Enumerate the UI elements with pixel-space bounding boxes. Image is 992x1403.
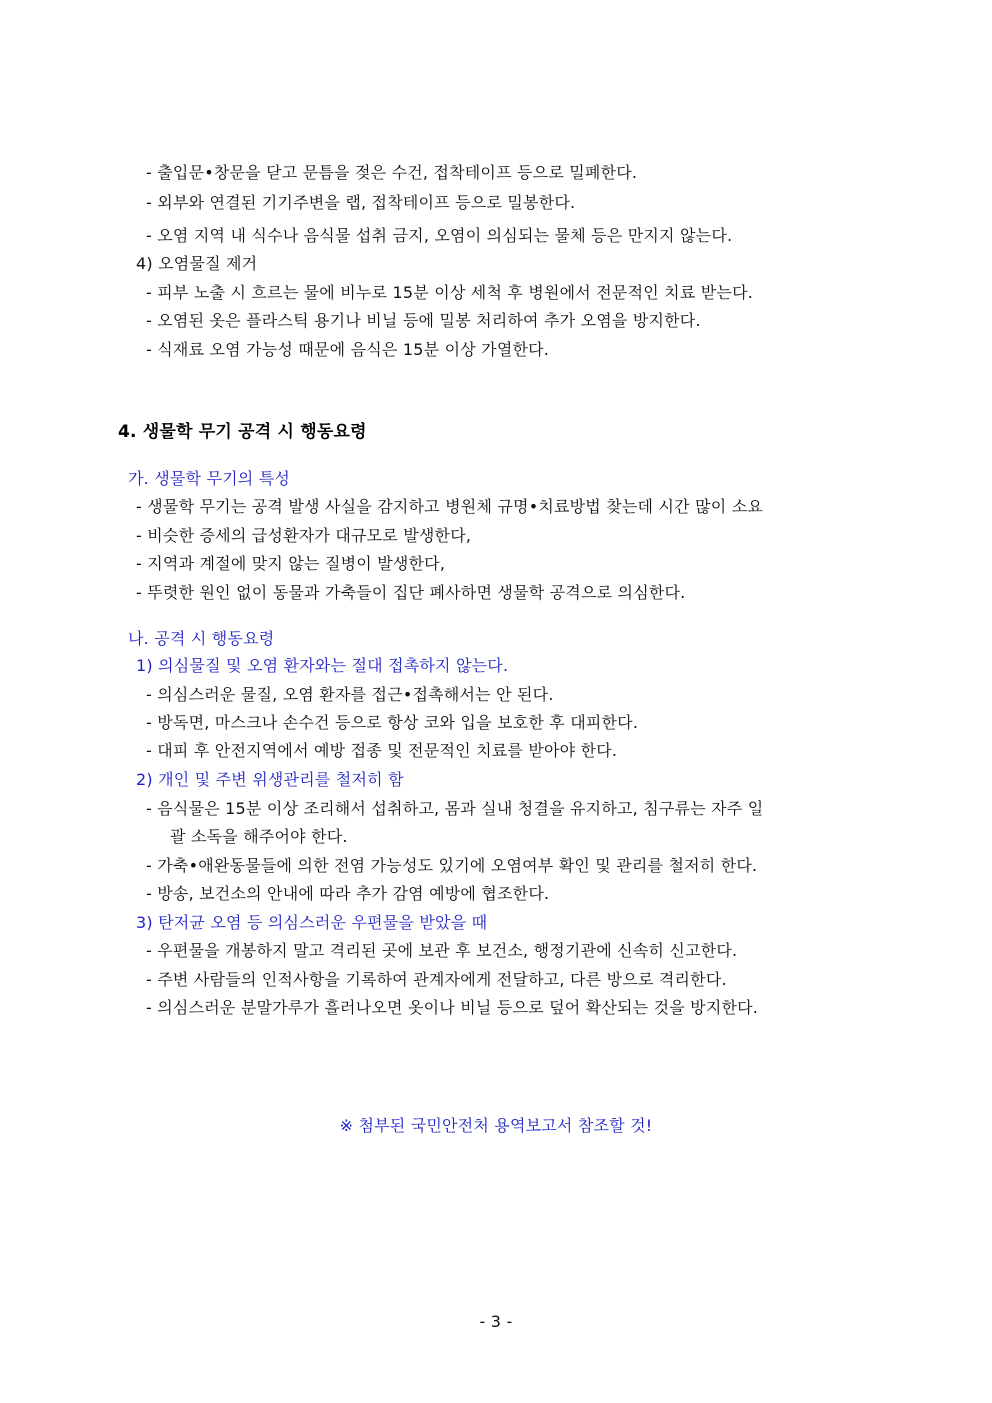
list-item: - 생물학 무기는 공격 발생 사실을 감지하고 병원체 규명•치료방법 찾는데 시간 많이 소요 [136, 497, 764, 516]
subsection-title: 3) 탄저균 오염 등 의심스러운 우편물을 받았을 때 [136, 913, 488, 932]
list-item: - 의심스러운 물질, 오염 환자를 접근•접촉해서는 안 된다. [146, 685, 554, 704]
list-item-continuation: 괄 소독을 해주어야 한다. [170, 827, 348, 846]
part-title-na: 나. 공격 시 행동요령 [128, 629, 275, 648]
list-item: - 방송, 보건소의 안내에 따라 추가 감염 예방에 협조한다. [146, 884, 550, 903]
subsection-title: 2) 개인 및 주변 위생관리를 철저히 함 [136, 770, 404, 789]
list-item: - 오염 지역 내 식수나 음식물 섭취 금지, 오염이 의심되는 물체 등은 만지지 않는다. [146, 226, 733, 245]
subsection-title: 1) 의심물질 및 오염 환자와는 절대 접촉하지 않는다. [136, 656, 509, 675]
list-item: - 외부와 연결된 기기주변을 랩, 접착테이프 등으로 밀봉한다. [146, 193, 576, 212]
section-heading: 4. 생물학 무기 공격 시 행동요령 [118, 422, 367, 442]
list-item: - 가축•애완동물들에 의한 전염 가능성도 있기에 오염여부 확인 및 관리를 철저히 한다. [146, 856, 758, 875]
page-number: - 3 - [479, 1312, 513, 1331]
list-item: - 오염된 옷은 플라스틱 용기나 비닐 등에 밀봉 처리하여 추가 오염을 방지한다. [146, 311, 701, 330]
subsection-title: 4) 오염물질 제거 [136, 254, 258, 273]
list-item: - 식재료 오염 가능성 때문에 음식은 15분 이상 가열한다. [146, 340, 550, 359]
list-item: - 뚜렷한 원인 없이 동물과 가축들이 집단 폐사하면 생물학 공격으로 의심한다. [136, 583, 686, 602]
part-title-ga: 가. 생물학 무기의 특성 [128, 469, 291, 488]
list-item: - 비슷한 증세의 급성환자가 대규모로 발생한다, [136, 526, 472, 545]
footnote: ※ 첨부된 국민안전처 용역보고서 참조할 것! [339, 1116, 653, 1135]
list-item: - 방독면, 마스크나 손수건 등으로 항상 코와 입을 보호한 후 대피한다. [146, 713, 639, 732]
list-item: - 의심스러운 분말가루가 흘러나오면 옷이나 비닐 등으로 덮어 확산되는 것을 방지한다. [146, 998, 759, 1017]
list-item: - 대피 후 안전지역에서 예방 접종 및 전문적인 치료를 받아야 한다. [146, 741, 618, 760]
list-item: - 음식물은 15분 이상 조리해서 섭취하고, 몸과 실내 청결을 유지하고, 침구류는 자주 일 [146, 799, 764, 818]
list-item: - 피부 노출 시 흐르는 물에 비누로 15분 이상 세척 후 병원에서 전문적인 치료 받는다. [146, 283, 754, 302]
list-item: - 주변 사람들의 인적사항을 기록하여 관계자에게 전달하고, 다른 방으로 격리한다. [146, 970, 727, 989]
list-item: - 출입문•창문을 닫고 문틈을 젖은 수건, 접착테이프 등으로 밀폐한다. [146, 163, 638, 182]
list-item: - 지역과 계절에 맞지 않는 질병이 발생한다, [136, 554, 446, 573]
list-item: - 우편물을 개봉하지 말고 격리된 곳에 보관 후 보건소, 행정기관에 신속히 신고한다. [146, 941, 738, 960]
